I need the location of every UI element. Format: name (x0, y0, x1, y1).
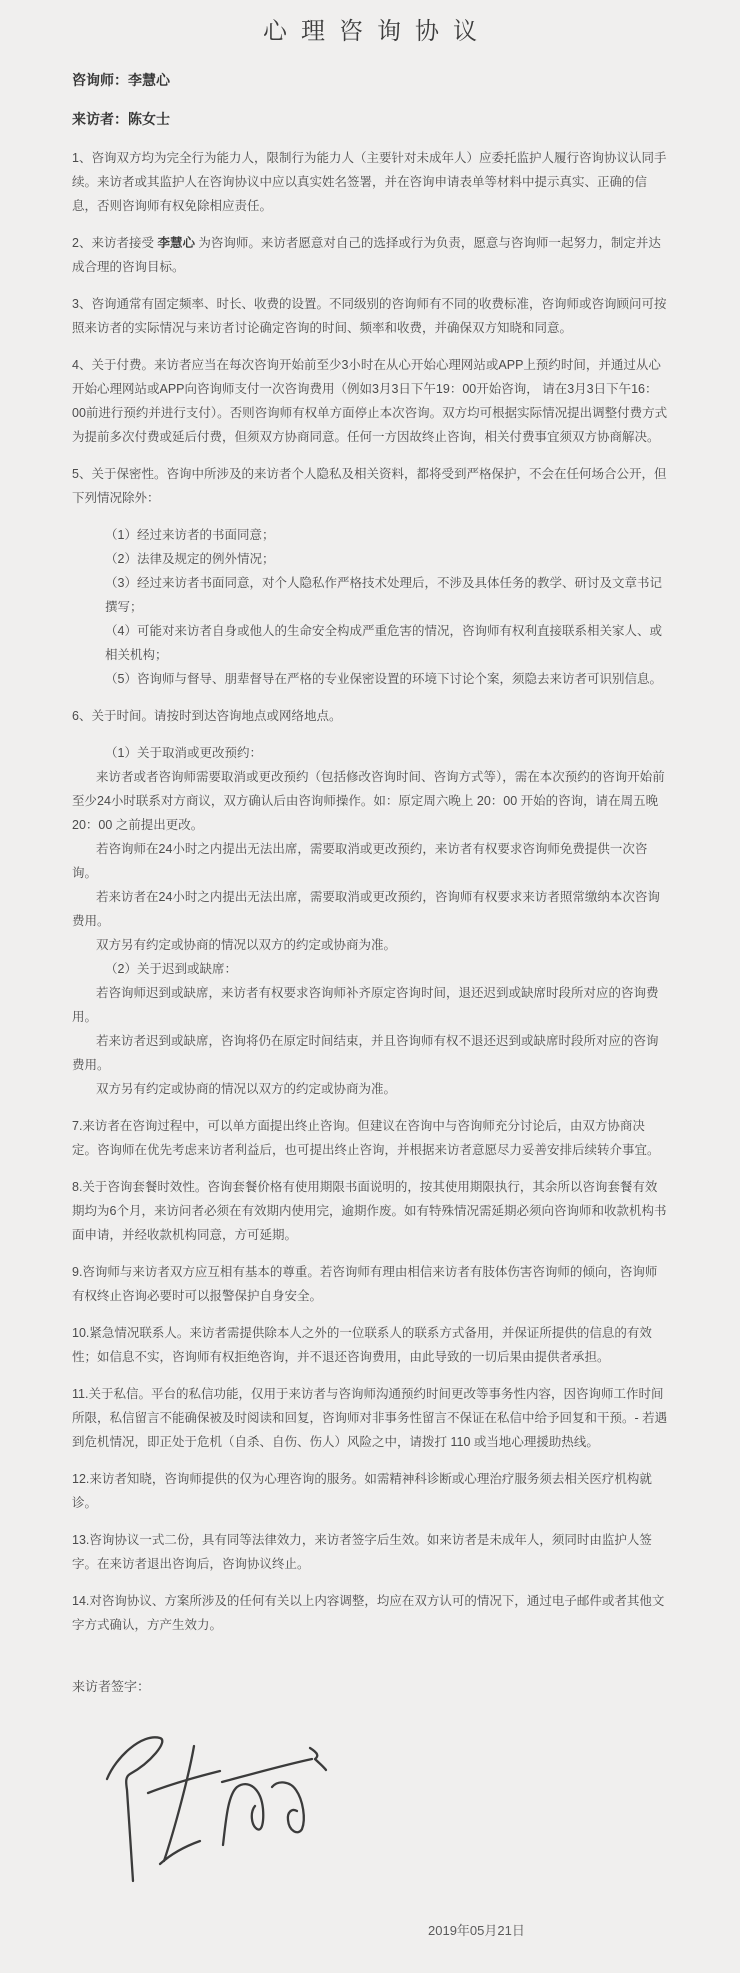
clause-6-detail: 双方另有约定或协商的情况以双方的约定或协商为准。 (96, 938, 397, 952)
clause-14: 14.对咨询协议、方案所涉及的任何有关以上内容调整，均应在双方认可的情况下，通过电子邮件或者其他文字方式确认，方产生效力。 (72, 1594, 665, 1632)
signature-drawing (76, 1713, 356, 1885)
clause-2-counselor-name: 李慧心 (157, 236, 195, 250)
client-label: 来访者： (72, 111, 128, 127)
counselor-label: 咨询师： (72, 72, 128, 88)
clause-4: 4、关于付费。来访者应当在每次咨询开始前至少3小时在从心开始心理网站或APP上预约时间，并通过从心开始心理网站或APP向咨询师支付一次咨询费用（例如3月3日下午19：00开始咨询， 请在3月3日下午16：00前进行预约并进行支付）。否则咨询师有权单方面停止本次咨询。双方均可根据实际情况提出调整付费方式为提前多次付费或延后付费，但须双方协商同意。任何一方因故终止咨询，相关付费事宜须双方协商解决。 (72, 358, 668, 444)
signature-date: 2019年05月21日 (428, 1923, 525, 1938)
clause-6-detail: 双方另有约定或协商的情况以双方的约定或协商为准。 (96, 1082, 397, 1096)
clause-13: 13.咨询协议一式二份，具有同等法律效力，来访者签字后生效。如来访者是未成年人，须同时由监护人签字。在来访者退出咨询后，咨询协议终止。 (72, 1533, 652, 1571)
clause-5-item-4: （4）可能对来访者自身或他人的生命安全构成严重危害的情况，咨询师有权利直接联系相关家人、或相关机构； (105, 624, 662, 662)
clause-6-detail: 若咨询师在24小时之内提出无法出席，需要取消或更改预约，来访者有权要求咨询师免费提供一次咨询。 (72, 842, 648, 880)
clause-8: 8.关于咨询套餐时效性。咨询套餐价格有使用期限书面说明的，按其使用期限执行，其余所以咨询套餐有效期均为6个月，来访问者必须在有效期内使用完，逾期作废。如有特殊情况需延期必须向咨询师和收款机构书面申请，并经收款机构同意，方可延期。 (72, 1180, 667, 1242)
clause-6: 6、关于时间。请按时到达咨询地点或网络地点。 (72, 709, 342, 723)
client-name: 陈女士 (128, 111, 170, 127)
counselor-row (72, 68, 668, 92)
clause-5-item-1: （1）经过来访者的书面同意； (105, 528, 275, 542)
clause-6-detail: 若来访者在24小时之内提出无法出席，需要取消或更改预约，咨询师有权要求来访者照常缴纳本次咨询费用。 (72, 890, 660, 928)
clause-2-prefix: 2、来访者接受 (72, 236, 158, 250)
clause-10: 10.紧急情况联系人。来访者需提供除本人之外的一位联系人的联系方式备用，并保证所提供的信息的有效性；如信息不实，咨询师有权拒绝咨询，并不退还咨询费用，由此导致的一切后果由提供者承担。 (72, 1326, 652, 1364)
clause-6-item-1: （1）关于取消或更改预约： (105, 746, 262, 760)
signature-label: 来访者签字： (72, 1679, 151, 1694)
clause-11: 11.关于私信。平台的私信功能，仅用于来访者与咨询师沟通预约时间更改等事务性内容，因咨询师工作时间所限，私信留言不能确保被及时阅读和回复，咨询师对非事务性留言不保证在私信中给予回复和干预。- 若遇到危机情况，即正处于危机（自杀、自伤、伤人）风险之中，请拨打 110 或当地心理援助热线。 (72, 1387, 668, 1449)
clause-6-item-2: （2）关于迟到或缺席： (105, 962, 237, 976)
client-signature (72, 1713, 668, 1891)
page-title: 心理咨询协议 (263, 18, 491, 45)
clause-5-item-3: （3）经过来访者书面同意，对个人隐私作严格技术处理后，不涉及具体任务的教学、研讨及文章书记撰写； (105, 576, 662, 614)
clause-6-detail: 若咨询师迟到或缺席，来访者有权要求咨询师补齐原定咨询时间，退还迟到或缺席时段所对应的咨询费用。 (72, 986, 659, 1024)
clause-2 (72, 231, 668, 279)
clause-5-item-5: （5）咨询师与督导、朋辈督导在严格的专业保密设置的环境下讨论个案，须隐去来访者可识别信息。 (105, 672, 662, 686)
clause-6-detail: 来访者或者咨询师需要取消或更改预约（包括修改咨询时间、咨询方式等），需在本次预约的咨询开始前至少24小时联系对方商议，双方确认后由咨询师操作。如：原定周六晚上 20：00 开始的咨询，请在周五晚 20：00 之前提出更改。 (72, 770, 665, 832)
clause-1: 1、咨询双方均为完全行为能力人，限制行为能力人（主要针对未成年人）应委托监护人履行咨询协议认同手续。来访者或其监护人在咨询协议中应以真实姓名签署，并在咨询申请表单等材料中提示真实、正确的信息，否则咨询师有权免除相应责任。 (72, 151, 667, 213)
clause-3: 3、咨询通常有固定频率、时长、收费的设置。不同级别的咨询师有不同的收费标准，咨询师或咨询顾问可按照来访者的实际情况与来访者讨论确定咨询的时间、频率和收费，并确保双方知晓和同意。 (72, 297, 667, 335)
client-row (72, 107, 668, 131)
clause-12: 12.来访者知晓，咨询师提供的仅为心理咨询的服务。如需精神科诊断或心理治疗服务须去相关医疗机构就诊。 (72, 1472, 652, 1510)
clause-6-detail: 若来访者迟到或缺席，咨询将仍在原定时间结束，并且咨询师有权不退还迟到或缺席时段所对应的咨询费用。 (72, 1034, 659, 1072)
counselor-name: 李慧心 (128, 72, 170, 88)
clause-5-item-2: （2）法律及规定的例外情况； (105, 552, 275, 566)
clause-2-suffix: 为咨询师。来访者愿意对自己的选择或行为负责，愿意与咨询师一起努力，制定并达成合理的咨询目标。 (72, 236, 661, 274)
clause-9: 9.咨询师与来访者双方应互相有基本的尊重。若咨询师有理由相信来访者有肢体伤害咨询师的倾向，咨询师有权终止咨询必要时可以报警保护自身安全。 (72, 1265, 658, 1303)
clause-5: 5、关于保密性。咨询中所涉及的来访者个人隐私及相关资料，都将受到严格保护，不会在任何场合公开，但下列情况除外： (72, 467, 667, 505)
clause-7: 7.来访者在咨询过程中，可以单方面提出终止咨询。但建议在咨询中与咨询师充分讨论后，由双方协商决定。咨询师在优先考虑来访者利益后，也可提出终止咨询，并根据来访者意愿尽力妥善安排后续转介事宜。 (72, 1119, 660, 1157)
